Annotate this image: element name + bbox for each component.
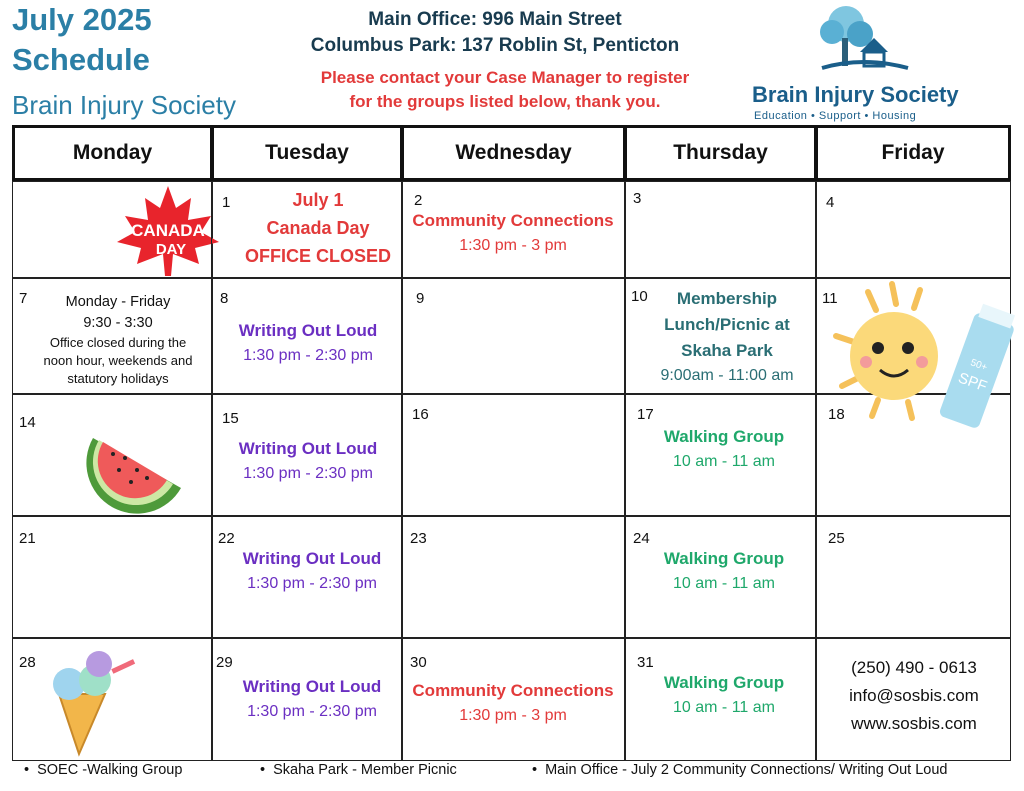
tree-house-logo-icon (808, 2, 918, 80)
day-number: 28 (19, 654, 36, 671)
footer-note-picnic: • Skaha Park - Member Picnic (260, 762, 457, 778)
cell-jul-21 (12, 515, 213, 639)
event-title: Walking Group (663, 673, 785, 692)
weekday-thursday: Thursday (624, 125, 817, 181)
event-title: Writing Out Loud (242, 677, 382, 696)
cell-jul-23 (401, 515, 626, 639)
day-number: 17 (637, 406, 654, 423)
office-note-1: Office closed during the (49, 335, 187, 350)
cell-jul-1 (211, 181, 403, 279)
footer-note-walking: • SOEC -Walking Group (24, 762, 182, 778)
event-title: Community Connections (412, 681, 614, 700)
cell-jul-29 (211, 637, 403, 761)
cell-mon-empty (12, 181, 213, 279)
day-number: 9 (416, 290, 425, 307)
logo-name: Brain Injury Society (752, 82, 959, 107)
picnic-title-2: Lunch/Picnic at (664, 315, 790, 334)
event-title: Writing Out Loud (242, 549, 382, 568)
cell-jul-24 (624, 515, 817, 639)
event-title: Walking Group (663, 427, 785, 446)
day-number: 23 (410, 530, 427, 547)
office-note-2: noon hour, weekends and (43, 353, 193, 368)
event-time: 1:30 pm - 2:30 pm (243, 347, 373, 364)
day-number: 8 (220, 290, 229, 307)
address-main: Main Office: 996 Main Street (368, 9, 622, 30)
office-hours-days: Monday - Friday (65, 294, 171, 310)
cell-jul-10 (624, 277, 817, 395)
cell-jul-15 (211, 393, 403, 517)
day-number: 11 (822, 290, 838, 307)
canada-day-badge-line2: DAY (155, 241, 187, 258)
cell-jul-7 (12, 277, 213, 395)
cell-jul-8 (211, 277, 403, 395)
day-number: 7 (19, 290, 28, 307)
day-number: 1 (222, 194, 231, 211)
day-number: 29 (216, 654, 233, 671)
day-number: 21 (19, 530, 36, 547)
event-title: Walking Group (663, 549, 785, 568)
event-time: 1:30 pm - 2:30 pm (247, 575, 377, 592)
office-hours-time: 9:30 - 3:30 (83, 315, 153, 331)
event-title: Community Connections (412, 211, 614, 230)
cell-jul-9 (401, 277, 626, 395)
day-number: 3 (633, 190, 642, 207)
day-number: 10 (631, 288, 648, 305)
day-number: 14 (19, 414, 36, 431)
weekday-friday: Friday (815, 125, 1011, 181)
canada-day-title: Canada Day (266, 218, 370, 238)
day-number: 31 (637, 654, 654, 671)
picnic-title-3: Skaha Park (681, 341, 773, 360)
cell-jul-2 (401, 181, 626, 279)
day-number: 22 (218, 530, 235, 547)
day-number: 2 (414, 192, 423, 209)
event-time: 9:00am - 11:00 am (660, 367, 794, 384)
title-line-2: Schedule (12, 42, 150, 77)
cell-jul-31 (624, 637, 817, 761)
day-number: 25 (828, 530, 845, 547)
org-name: Brain Injury Society (12, 90, 236, 120)
canada-day-badge-line1: CANADA (131, 221, 205, 240)
july1-title: July 1 (292, 190, 344, 210)
event-time: 1:30 pm - 3 pm (459, 237, 567, 254)
contact-phone: (250) 490 - 0613 (851, 658, 977, 677)
sunscreen-spf-label: SPF (955, 369, 990, 396)
event-time: 10 am - 11 am (673, 699, 775, 716)
cell-jul-28 (12, 637, 213, 761)
event-time: 1:30 pm - 2:30 pm (247, 703, 377, 720)
weekday-monday: Monday (12, 125, 213, 181)
event-time: 10 am - 11 am (673, 453, 775, 470)
register-notice-1: Please contact your Case Manager to register (320, 68, 690, 87)
logo-tagline: Education • Support • Housing (754, 110, 917, 122)
title-line-1: July 2025 (12, 2, 152, 37)
sunscreen-spf-value: 50+ (968, 357, 989, 374)
canada-day-maple-leaf-icon (113, 184, 223, 276)
ice-cream-icon (49, 650, 145, 756)
day-number: 18 (828, 406, 845, 423)
day-number: 16 (412, 406, 429, 423)
office-closed-notice: OFFICE CLOSED (244, 246, 391, 266)
picnic-title-1: Membership (676, 289, 778, 308)
cell-jul-4 (815, 181, 1011, 279)
footer-note-main-office: • Main Office - July 2 Community Connections/ Writing Out Loud (532, 762, 948, 778)
office-note-3: statutory holidays (67, 371, 169, 386)
day-number: 30 (410, 654, 427, 671)
day-number: 4 (826, 194, 835, 211)
event-title: Writing Out Loud (238, 439, 378, 458)
event-time: 1:30 pm - 3 pm (459, 707, 567, 724)
cell-jul-17 (624, 393, 817, 517)
day-number: 24 (633, 530, 650, 547)
event-title: Writing Out Loud (238, 321, 378, 340)
event-time: 10 am - 11 am (673, 575, 775, 592)
watermelon-icon (85, 418, 189, 510)
cell-jul-22 (211, 515, 403, 639)
address-park: Columbus Park: 137 Roblin St, Penticton (310, 35, 680, 56)
cell-jul-14 (12, 393, 213, 517)
cell-contact-info (815, 637, 1011, 761)
cell-jul-25 (815, 515, 1011, 639)
contact-website: www.sosbis.com (851, 714, 977, 733)
day-number: 15 (222, 410, 239, 427)
sun-sunscreen-icon (812, 276, 1012, 446)
contact-email: info@sosbis.com (849, 686, 979, 705)
weekday-wednesday: Wednesday (401, 125, 626, 181)
cell-jul-30 (401, 637, 626, 761)
cell-jul-3 (624, 181, 817, 279)
weekday-tuesday: Tuesday (211, 125, 403, 181)
page-title (12, 0, 152, 80)
cell-jul-16 (401, 393, 626, 517)
event-time: 1:30 pm - 2:30 pm (243, 465, 373, 482)
register-notice-2: for the groups listed below, thank you. (349, 92, 661, 111)
